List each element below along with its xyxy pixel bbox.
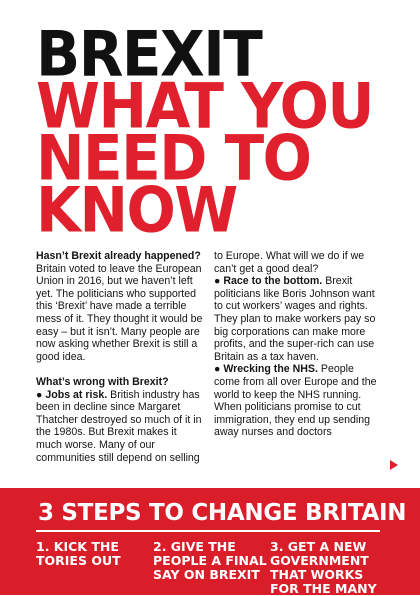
- step-line: GOVERNMENT: [270, 553, 369, 568]
- answer-paragraph: Britain voted to leave the European Union in 2016, but we haven’t left yet. The politicians who supported this ‘Brexit’ have made a terrible mess of it. They thought it would be easy – but it isn’t. Many people are now asking whether Brexit is still a good idea.: [36, 262, 203, 363]
- bullet-item-jobs-continued: [214, 250, 381, 275]
- question-heading-whats-wrong: What’s wrong with Brexit?: [36, 375, 169, 388]
- article-body: [36, 250, 386, 468]
- page-title: [36, 17, 373, 247]
- article-column-left: [36, 250, 203, 464]
- bullet-icon: ●: [36, 388, 43, 401]
- step-line: FOR THE MANY: [270, 581, 377, 596]
- steps-divider: [36, 530, 380, 532]
- step-1: [36, 540, 152, 568]
- bullet-item-jobs: [36, 389, 203, 465]
- title-line-brexit: BREXIT: [36, 17, 262, 91]
- step-2: [153, 540, 269, 582]
- title-line-need-to: NEED TO: [36, 121, 311, 195]
- bullet-text-jobs: British industry has been in decline since Margaret Thatcher destroyed so much of it in the 1980s. But Brexit makes it much worse. Many of our communities still depend on selling: [36, 388, 202, 464]
- bullet-item-nhs: [214, 363, 381, 439]
- title-line-what-you: WHAT YOU: [36, 69, 373, 143]
- step-line: SAY ON BREXIT: [153, 567, 260, 582]
- step-line: THAT WORKS: [270, 567, 364, 582]
- bullet-text-jobs-continued: to Europe. What will we do if we can’t get a good deal?: [214, 250, 365, 275]
- step-line: 1. KICK THE: [36, 539, 119, 554]
- bullet-lead-race: Race to the bottom.: [223, 275, 323, 288]
- bullet-lead-jobs: Jobs at risk.: [45, 388, 108, 401]
- step-line: 3. GET A NEW: [270, 539, 367, 554]
- bullet-lead-nhs: Wrecking the NHS.: [223, 363, 318, 376]
- bullet-text-race: Brexit politicians like Boris Johnson want to cut workers’ wages and rights. They plan to make workers pay so big corporations can make more profits, and the super-rich can use Britain as a tax haven.: [214, 275, 376, 363]
- bullet-icon: ●: [214, 275, 221, 288]
- step-line: PEOPLE A FINAL: [153, 553, 267, 568]
- bullet-icon: ●: [214, 363, 221, 376]
- bullet-item-race: [214, 275, 381, 363]
- steps-heading: 3 STEPS TO CHANGE BRITAIN: [38, 500, 407, 526]
- step-line: 2. GIVE THE: [153, 539, 236, 554]
- step-line: TORIES OUT: [36, 553, 121, 568]
- question-heading-already-happened: Hasn’t Brexit already happened?: [36, 250, 201, 262]
- continue-arrow-icon: [390, 460, 398, 470]
- article-column-right: [214, 250, 381, 439]
- step-3: [270, 540, 386, 596]
- title-line-know: KNOW: [36, 173, 237, 247]
- bullet-text-nhs: People come from all over Europe and the world to keep the NHS running. When politicians promise to cut immigration, they end up sending away nurses and doctors: [214, 363, 377, 439]
